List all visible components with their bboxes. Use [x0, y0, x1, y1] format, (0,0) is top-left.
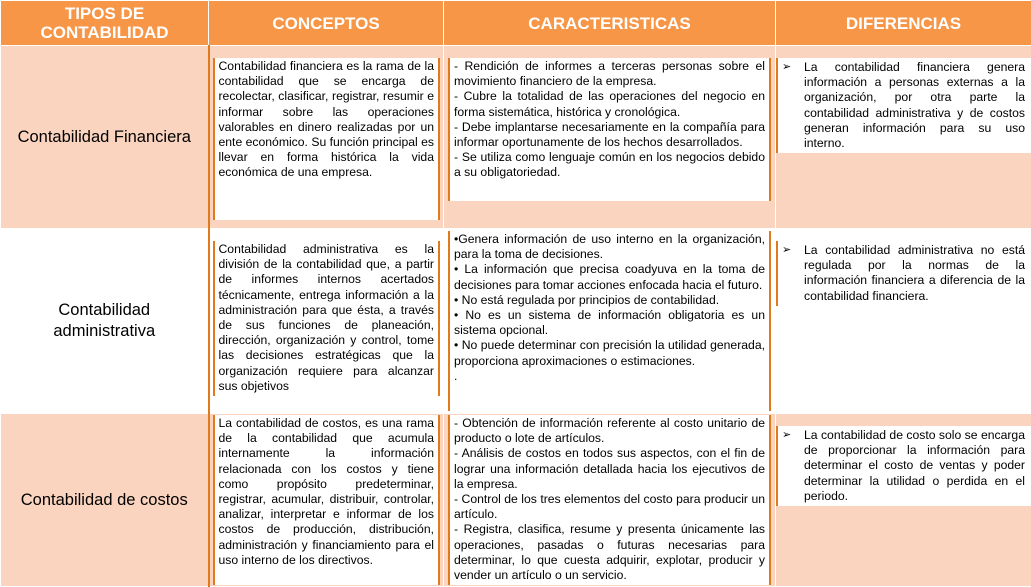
arrow-bullet-icon: ➢	[782, 428, 804, 504]
characteristic-item: - Se utiliza como lenguaje común en los negocios debido a su obligatoriedad.	[454, 150, 765, 180]
concept-cell	[209, 229, 444, 414]
characteristic-item: - Obtención de información referente al costo unitario de producto o lote de artículos.	[454, 416, 765, 446]
header-tipos: TIPOS DE CONTABILIDAD	[1, 1, 209, 46]
type-label: Contabilidad de costos	[21, 491, 188, 509]
type-label: Contabilidad Financiera	[18, 128, 191, 146]
characteristic-item: - Registra, clasifica, resume y presenta únicamente las operaciones, pasadas o futuras necesarias para determinar, lo que cuesta adquirir, explotar, producir y vender un artículo o un servicio.	[454, 522, 765, 583]
characteristics-list	[448, 231, 771, 411]
concept-paragraph: La contabilidad de costos, es una rama de la contabilidad que acumula internamente la información relacionada con los costos y tiene como propósito predeterminar, registrar, acumular, distribuir, controlar, analizar, interpretar e informar de los costos de producción, distribución, administración y financiamiento para el uso interno de los directivos.	[219, 416, 435, 568]
characteristics-cell	[444, 46, 776, 229]
difference-box	[776, 426, 1031, 506]
characteristic-item: - Análisis de costos en todos sus aspectos, con el fin de lograr una información detallada hacia los ejecutivos de la empresa.	[454, 446, 765, 492]
characteristic-item: • La información que precisa coadyuva en la toma de decisiones para tomar acciones enfocada hacia el futuro.	[454, 262, 765, 292]
characteristic-item: - Control de los tres elementos del costo para producir un artículo.	[454, 492, 765, 522]
arrow-bullet-icon: ➢	[782, 60, 804, 151]
arrow-bullet-icon: ➢	[782, 243, 804, 304]
type-cell	[1, 46, 209, 229]
characteristic-item: • No está regulada por principios de contabilidad.	[454, 293, 765, 308]
characteristic-item: - Cubre la totalidad de las operaciones del negocio en forma sistemática, histórica y cronológica.	[454, 89, 765, 119]
characteristics-cell	[444, 414, 776, 587]
difference-cell	[776, 229, 1031, 414]
characteristic-item: - Debe implantarse necesariamente en la compañía para informar oportunamente de los hechos desarrollados.	[454, 120, 765, 150]
row-contabilidad-administrativa	[1, 229, 1031, 414]
concept-cell	[209, 414, 444, 587]
characteristic-item: .	[454, 369, 765, 384]
difference-box	[776, 58, 1031, 153]
type-cell	[1, 414, 209, 587]
concept-paragraph: Contabilidad administrativa es la división de la contabilidad que, a partir de informes internos acertados técnicamente, entrega información a la administración para que ésta, a través de sus funciones de planeación, dirección, organización y control, tome las decisiones estratégicas que la organización requiere para alcanzar sus objetivos	[219, 242, 435, 394]
characteristics-list	[448, 415, 771, 585]
characteristic-item: - Rendición de informes a terceras personas sobre el movimiento financiero de la empresa.	[454, 59, 765, 89]
difference-cell	[776, 414, 1031, 587]
characteristics-cell	[444, 229, 776, 414]
difference-text: La contabilidad administrativa no está regulada por la normas de la información financiera a diferencia de la contabilidad financiera.	[804, 243, 1025, 304]
row-contabilidad-financiera	[1, 46, 1031, 229]
header-row	[1, 1, 1031, 46]
header-conceptos: CONCEPTOS	[209, 1, 444, 46]
type-label: Contabilidad administrativa	[53, 301, 155, 340]
type-cell	[1, 229, 209, 414]
row-contabilidad-de-costos	[1, 414, 1031, 587]
concept-cell	[209, 46, 444, 229]
difference-text: La contabilidad financiera genera información a personas externas a la organización, por otra parte la contabilidad administrativa y de costos generan información para su uso interno.	[804, 60, 1025, 151]
difference-text: La contabilidad de costo solo se encarga de proporcionar la información para determinar el costo de ventas y poder determinar la utilidad o perdida en el periodo.	[804, 428, 1025, 504]
characteristic-item: •Genera información de uso interno en la organización, para la toma de decisiones.	[454, 232, 765, 262]
header-caracteristicas: CARACTERISTICAS	[444, 1, 776, 46]
characteristics-list	[448, 58, 771, 201]
difference-box	[776, 241, 1031, 306]
difference-cell	[776, 46, 1031, 229]
characteristic-item: • No es un sistema de información obligatoria es un sistema opcional.	[454, 308, 765, 338]
concept-text	[213, 415, 441, 585]
concept-text	[213, 58, 441, 220]
concept-text	[213, 241, 441, 396]
header-diferencias: DIFERENCIAS	[776, 1, 1031, 46]
characteristic-item: • No puede determinar con precisión la utilidad generada, proporciona aproximaciones o estimaciones.	[454, 338, 765, 368]
concept-paragraph: Contabilidad financiera es la rama de la contabilidad que se encarga de recolectar, clasificar, registrar, resumir e informar sobre las operaciones valorables en dinero realizadas por un ente económico. Su función principal es llevar en forma histórica la vida económica de una empresa.	[219, 59, 435, 181]
